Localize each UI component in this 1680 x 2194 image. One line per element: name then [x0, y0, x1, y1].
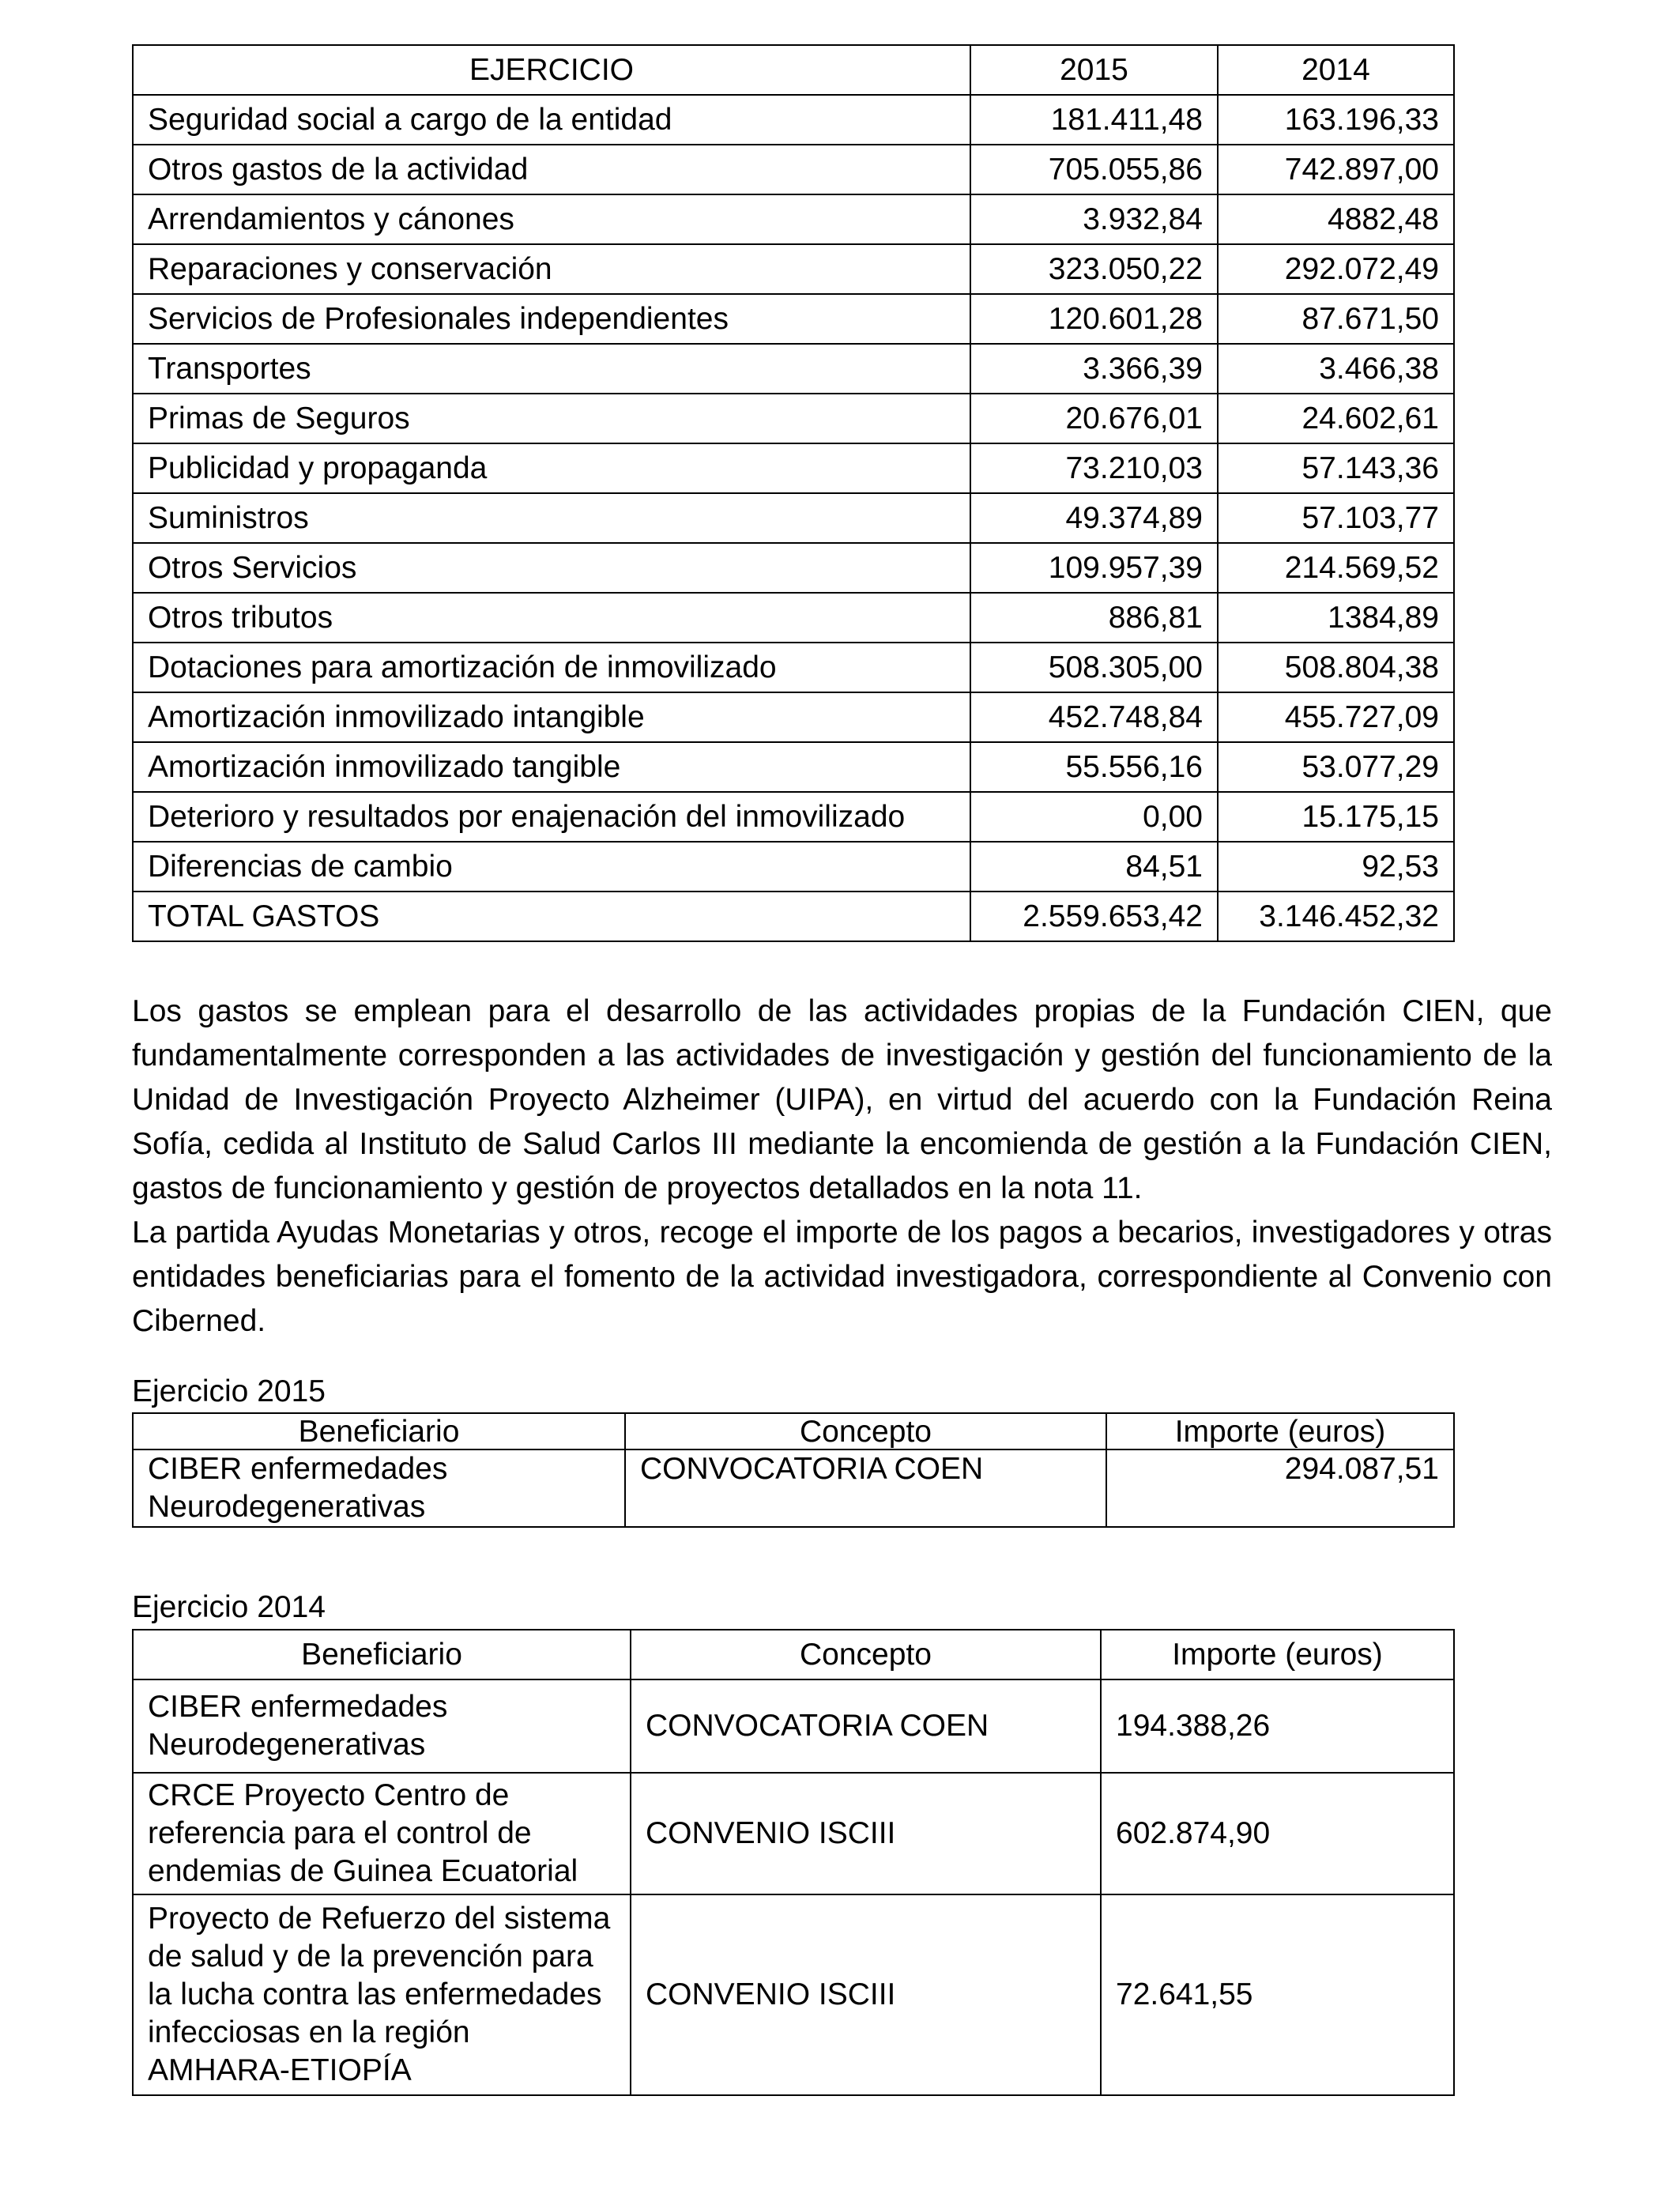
table-row	[133, 145, 1454, 194]
table-header-row	[133, 1630, 1454, 1679]
table-row	[133, 543, 1454, 593]
beneficiario-cell: CRCE Proyecto Centro de referencia para el control de endemias de Guinea Ecuatorial	[133, 1773, 631, 1894]
row-label: Otros Servicios	[133, 543, 970, 593]
table-row	[133, 792, 1454, 842]
table-row	[133, 1894, 1454, 2095]
value-2014: 508.804,38	[1218, 643, 1454, 692]
row-label: Transportes	[133, 344, 970, 394]
table-row	[133, 742, 1454, 792]
value-2014: 87.671,50	[1218, 294, 1454, 344]
concepto-cell: CONVENIO ISCIII	[631, 1773, 1101, 1894]
table-row	[133, 593, 1454, 643]
value-2015: 181.411,48	[970, 95, 1218, 145]
value-2015: 705.055,86	[970, 145, 1218, 194]
table-row	[133, 842, 1454, 892]
value-2015: 2.559.653,42	[970, 892, 1218, 941]
total-row	[133, 892, 1454, 941]
value-2015: 73.210,03	[970, 443, 1218, 493]
value-2014: 1384,89	[1218, 593, 1454, 643]
value-2015: 0,00	[970, 792, 1218, 842]
value-2015: 3.932,84	[970, 194, 1218, 244]
row-label: Arrendamientos y cánones	[133, 194, 970, 244]
table-row	[133, 294, 1454, 344]
beneficiario-cell: CIBER enfermedades Neurodegenerativas	[133, 1449, 625, 1527]
value-2015: 3.366,39	[970, 344, 1218, 394]
table-row	[133, 344, 1454, 394]
table-row	[133, 1679, 1454, 1773]
value-2014: 3.466,38	[1218, 344, 1454, 394]
header-2014: 2014	[1218, 45, 1454, 95]
value-2014: 163.196,33	[1218, 95, 1454, 145]
value-2015: 109.957,39	[970, 543, 1218, 593]
table-row	[133, 1773, 1454, 1894]
table-row	[133, 443, 1454, 493]
value-2015: 55.556,16	[970, 742, 1218, 792]
header-ejercicio: EJERCICIO	[133, 45, 970, 95]
header-importe: Importe (euros)	[1106, 1413, 1454, 1449]
value-2014: 57.103,77	[1218, 493, 1454, 543]
concepto-cell: CONVOCATORIA COEN	[625, 1449, 1106, 1527]
row-label: TOTAL GASTOS	[133, 892, 970, 941]
row-label: Otros tributos	[133, 593, 970, 643]
concepto-cell: CONVOCATORIA COEN	[631, 1679, 1101, 1773]
beneficiaries-2015-table	[132, 1412, 1455, 1528]
header-beneficiario: Beneficiario	[133, 1630, 631, 1679]
table-row	[133, 194, 1454, 244]
value-2014: 92,53	[1218, 842, 1454, 892]
value-2014: 57.143,36	[1218, 443, 1454, 493]
value-2015: 49.374,89	[970, 493, 1218, 543]
table-row	[133, 95, 1454, 145]
row-label: Reparaciones y conservación	[133, 244, 970, 294]
row-label: Otros gastos de la actividad	[133, 145, 970, 194]
header-beneficiario: Beneficiario	[133, 1413, 625, 1449]
value-2015: 508.305,00	[970, 643, 1218, 692]
value-2015: 84,51	[970, 842, 1218, 892]
value-2014: 3.146.452,32	[1218, 892, 1454, 941]
table-row	[133, 692, 1454, 742]
table-row	[133, 394, 1454, 443]
value-2014: 53.077,29	[1218, 742, 1454, 792]
paragraph-ayudas: La partida Ayudas Monetarias y otros, recoge el importe de los pagos a becarios, investigadores y otras entidades beneficiarias para el fomento de la actividad investigadora, correspondiente al Convenio con Ciberned.	[132, 1216, 1552, 1338]
beneficiaries-2014-table	[132, 1629, 1455, 2096]
table-row	[133, 493, 1454, 543]
value-2014: 24.602,61	[1218, 394, 1454, 443]
row-label: Seguridad social a cargo de la entidad	[133, 95, 970, 145]
value-2014: 214.569,52	[1218, 543, 1454, 593]
value-2014: 455.727,09	[1218, 692, 1454, 742]
table-row	[133, 643, 1454, 692]
row-label: Amortización inmovilizado tangible	[133, 742, 970, 792]
importe-cell: 294.087,51	[1106, 1449, 1454, 1527]
row-label: Deterioro y resultados por enajenación del inmovilizado	[133, 792, 970, 842]
table-header-row	[133, 1413, 1454, 1449]
row-label: Primas de Seguros	[133, 394, 970, 443]
value-2015: 120.601,28	[970, 294, 1218, 344]
value-2014: 292.072,49	[1218, 244, 1454, 294]
value-2015: 20.676,01	[970, 394, 1218, 443]
table-row	[133, 244, 1454, 294]
concepto-cell: CONVENIO ISCIII	[631, 1894, 1101, 2095]
row-label: Diferencias de cambio	[133, 842, 970, 892]
header-concepto: Concepto	[625, 1413, 1106, 1449]
value-2014: 4882,48	[1218, 194, 1454, 244]
row-label: Suministros	[133, 493, 970, 543]
row-label: Dotaciones para amortización de inmovilizado	[133, 643, 970, 692]
importe-cell: 72.641,55	[1101, 1894, 1454, 2095]
paragraph-gastos: Los gastos se emplean para el desarrollo de las actividades propias de la Fundación CIEN, que fundamentalmente corresponden a las actividades de investigación y gestión del funcionamiento de la Unidad de Investigación Proyecto Alzheimer (UIPA), en virtud del acuerdo con la Fundación Reina Sofía, cedida al Instituto de Salud Carlos III mediante la encomienda de gestión a la Fundación CIEN, gastos de funcionamiento y gestión de proyectos detallados en la nota 11.	[132, 994, 1552, 1205]
beneficiario-cell: CIBER enfermedades Neurodegenerativas	[133, 1679, 631, 1773]
row-label: Servicios de Profesionales independientes	[133, 294, 970, 344]
beneficiario-cell: Proyecto de Refuerzo del sistema de salud y de la prevención para la lucha contra las enfermedades infecciosas en la región AMHARA-ETIOPÍA	[133, 1894, 631, 2095]
value-2014: 15.175,15	[1218, 792, 1454, 842]
header-importe: Importe (euros)	[1101, 1630, 1454, 1679]
importe-cell: 602.874,90	[1101, 1773, 1454, 1894]
row-label: Amortización inmovilizado intangible	[133, 692, 970, 742]
table-row	[133, 1449, 1454, 1527]
value-2015: 886,81	[970, 593, 1218, 643]
caption-ejercicio-2014: Ejercicio 2014	[132, 1590, 326, 1624]
header-2015: 2015	[970, 45, 1218, 95]
value-2015: 323.050,22	[970, 244, 1218, 294]
caption-ejercicio-2015: Ejercicio 2015	[132, 1374, 326, 1408]
header-concepto: Concepto	[631, 1630, 1101, 1679]
expenses-table	[132, 44, 1455, 942]
row-label: Publicidad y propaganda	[133, 443, 970, 493]
value-2014: 742.897,00	[1218, 145, 1454, 194]
value-2015: 452.748,84	[970, 692, 1218, 742]
importe-cell: 194.388,26	[1101, 1679, 1454, 1773]
table-header-row	[133, 45, 1454, 95]
